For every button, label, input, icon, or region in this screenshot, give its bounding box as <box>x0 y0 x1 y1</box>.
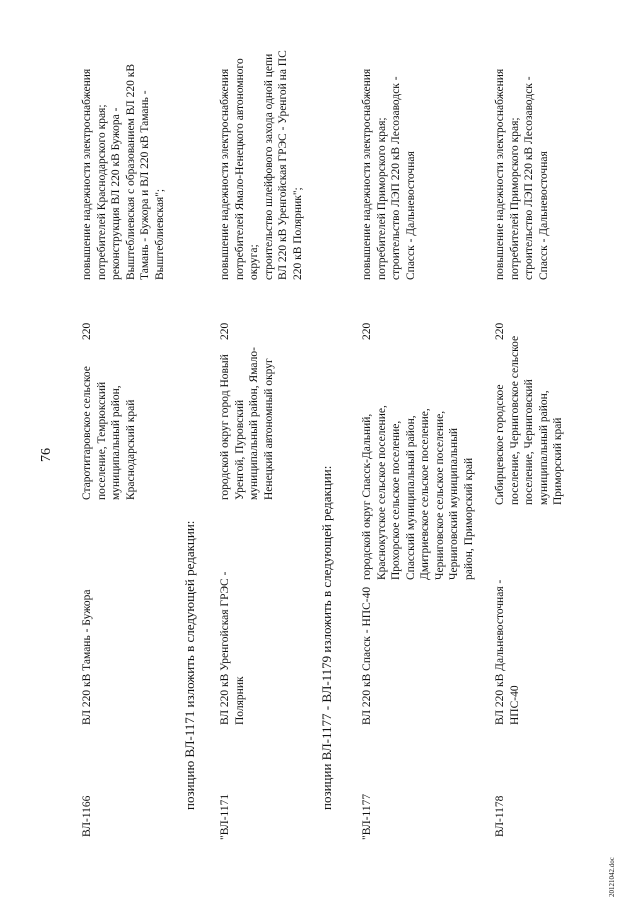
row-location-1177: городской округ Спасск-Дальний, Краснокутское сельское поселение, Прохорское сельское поселение, Спасский муниципальный район, Дмитриевское сельское поселение, Черниговское сельское поселение, Черниговский муниципальный район, Приморский край <box>361 405 475 580</box>
row-name-1178: ВЛ 220 кВ Дальневосточная - НПС-40 <box>494 579 521 725</box>
row-name-1177: ВЛ 220 кВ Спасск - НПС-40 <box>361 586 373 725</box>
row-voltage-1177: 220 <box>361 322 373 340</box>
footer-filename: 20121042.doc <box>608 857 616 897</box>
page-number: 76 <box>39 448 54 462</box>
row-location-1171: городской округ город Новый Уренгой, Пуровский муниципальный район, Ямало- Ненецкий автономный округ <box>219 347 275 500</box>
row-purpose-1166: повышение надежности электроснабжения потребителей Краснодарского края; реконструкция ВЛ 220 кВ Бужора - Выштеблиевская с образованием ВЛ 220 кВ Тамань - Бужора и ВЛ 220 кВ Тамань - Выштеблиевская"; <box>81 64 166 280</box>
row-code-1166: ВЛ-1166 <box>81 795 93 837</box>
row-voltage-1171: 220 <box>219 322 231 340</box>
row-purpose-1171: повышение надежности электроснабжения потребителей Ямало-Ненецкого автономного округа; строительство шлейфового захода одной цепи ВЛ 220 кВ Уренгойская ГРЭС - Уренгой на ПС 220 кВ Полярник"; <box>219 50 304 280</box>
row-location-1178: Сибирцевское городское поселение, Черниговское сельское поселение, Черниговский муниципальный район, Приморский край <box>494 335 564 505</box>
row-voltage-1178: 220 <box>494 322 506 340</box>
row-purpose-1177: повышение надежности электроснабжения потребителей Приморского края; строительство ЛЭП 220 кВ Лесозаводск - Спасск - Дальневосточная <box>361 68 417 280</box>
row-name-1166: ВЛ 220 кВ Тамань - Бужора <box>81 589 93 725</box>
row-code-1177: "ВЛ-1177 <box>361 793 373 840</box>
intro-1171: позицию ВЛ-1171 изложить в следующей редакции: <box>182 520 197 810</box>
row-voltage-1166: 220 <box>81 322 93 340</box>
row-code-1178: ВЛ-1178 <box>494 795 506 837</box>
intro-1177: позиции ВЛ-1177 - ВЛ-1179 изложить в следующей редакции: <box>319 465 334 810</box>
row-name-1171: ВЛ 220 кВ Уренгойская ГРЭС - Полярник <box>219 571 246 725</box>
row-purpose-1178: повышение надежности электроснабжения потребителей Приморского края; строительство ЛЭП 220 кВ Лесозаводск - Спасск - Дальневосточная <box>494 68 550 280</box>
row-code-1171: "ВЛ-1171 <box>219 793 231 840</box>
row-location-1166: Старотитаровское сельское поселение, Темрюкский муниципальный район, Краснодарский край <box>81 366 137 500</box>
